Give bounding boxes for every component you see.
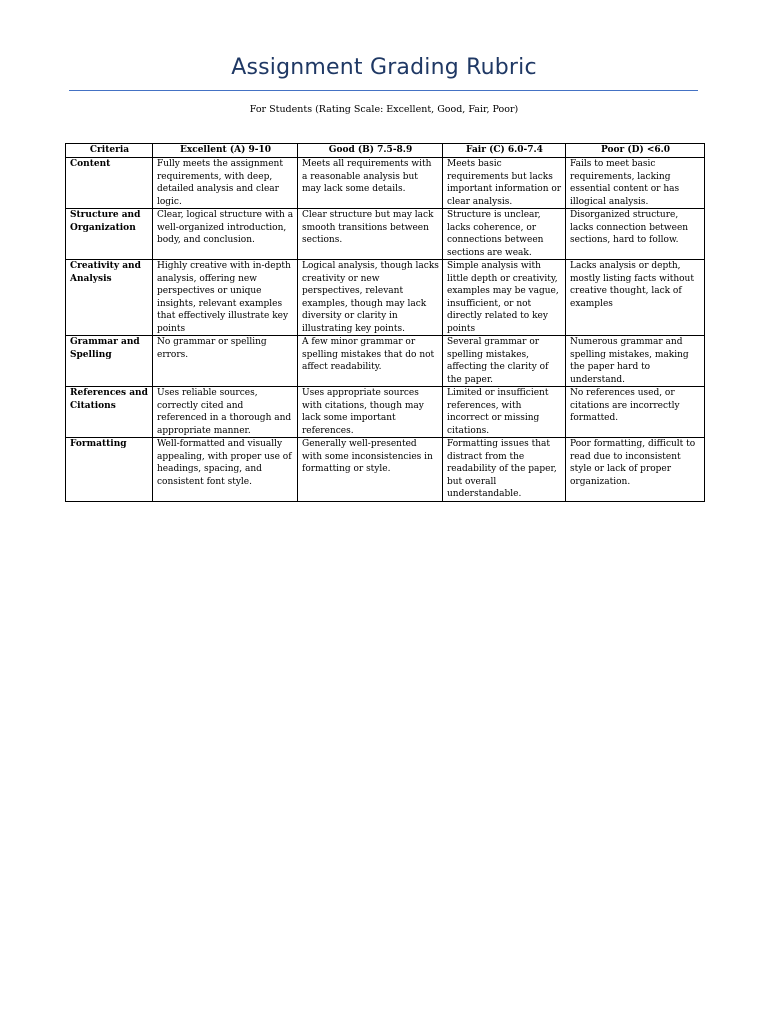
table-row [66, 260, 705, 336]
excellent-cell: Fully meets the assignment requirements, with deep, detailed analysis and clear logic. [153, 158, 298, 209]
title-divider [69, 90, 698, 91]
header-criteria: Criteria [66, 144, 153, 158]
criteria-cell: Content [66, 158, 153, 209]
poor-cell: Disorganized structure, lacks connection between sections, hard to follow. [566, 209, 705, 260]
fair-cell: Formatting issues that distract from the readability of the paper, but overall understandable. [443, 438, 566, 502]
good-cell: A few minor grammar or spelling mistakes that do not affect readability. [298, 336, 443, 387]
fair-cell: Several grammar or spelling mistakes, affecting the clarity of the paper. [443, 336, 566, 387]
table-row [66, 438, 705, 502]
criteria-cell: Grammar and Spelling [66, 336, 153, 387]
good-cell: Meets all requirements with a reasonable analysis but may lack some details. [298, 158, 443, 209]
good-cell: Clear structure but may lack smooth transitions between sections. [298, 209, 443, 260]
fair-cell: Limited or insufficient references, with incorrect or missing citations. [443, 387, 566, 438]
criteria-cell: Creativity and Analysis [66, 260, 153, 336]
poor-cell: No references used, or citations are incorrectly formatted. [566, 387, 705, 438]
good-cell: Uses appropriate sources with citations, though may lack some important references. [298, 387, 443, 438]
criteria-cell: Structure and Organization [66, 209, 153, 260]
table-row [66, 158, 705, 209]
table-row [66, 209, 705, 260]
fair-cell: Structure is unclear, lacks coherence, or connections between sections are weak. [443, 209, 566, 260]
header-good: Good (B) 7.5-8.9 [298, 144, 443, 158]
header-poor: Poor (D) <6.0 [566, 144, 705, 158]
excellent-cell: Highly creative with in-depth analysis, offering new perspectives or unique insights, relevant examples that effectively illustrate key points [153, 260, 298, 336]
grading-rubric-table [65, 143, 705, 502]
excellent-cell: Uses reliable sources, correctly cited and referenced in a thorough and appropriate manner. [153, 387, 298, 438]
poor-cell: Poor formatting, difficult to read due to inconsistent style or lack of proper organization. [566, 438, 705, 502]
page-title: Assignment Grading Rubric [231, 55, 537, 80]
poor-cell: Numerous grammar and spelling mistakes, making the paper hard to understand. [566, 336, 705, 387]
excellent-cell: Clear, logical structure with a well-organized introduction, body, and conclusion. [153, 209, 298, 260]
fair-cell: Simple analysis with little depth or creativity, examples may be vague, insufficient, or not directly related to key points [443, 260, 566, 336]
rating-scale-subtitle: For Students (Rating Scale: Excellent, Good, Fair, Poor) [249, 104, 519, 115]
header-excellent: Excellent (A) 9-10 [153, 144, 298, 158]
excellent-cell: Well-formatted and visually appealing, with proper use of headings, spacing, and consistent font style. [153, 438, 298, 502]
header-fair: Fair (C) 6.0-7.4 [443, 144, 566, 158]
table-row [66, 387, 705, 438]
excellent-cell: No grammar or spelling errors. [153, 336, 298, 387]
table-header-row [66, 144, 705, 158]
table-row [66, 336, 705, 387]
criteria-cell: References and Citations [66, 387, 153, 438]
poor-cell: Fails to meet basic requirements, lacking essential content or has illogical analysis. [566, 158, 705, 209]
good-cell: Logical analysis, though lacks creativity or new perspectives, relevant examples, though may lack diversity or clarity in illustrating key points. [298, 260, 443, 336]
criteria-cell: Formatting [66, 438, 153, 502]
poor-cell: Lacks analysis or depth, mostly listing facts without creative thought, lack of examples [566, 260, 705, 336]
fair-cell: Meets basic requirements but lacks important information or clear analysis. [443, 158, 566, 209]
good-cell: Generally well-presented with some inconsistencies in formatting or style. [298, 438, 443, 502]
